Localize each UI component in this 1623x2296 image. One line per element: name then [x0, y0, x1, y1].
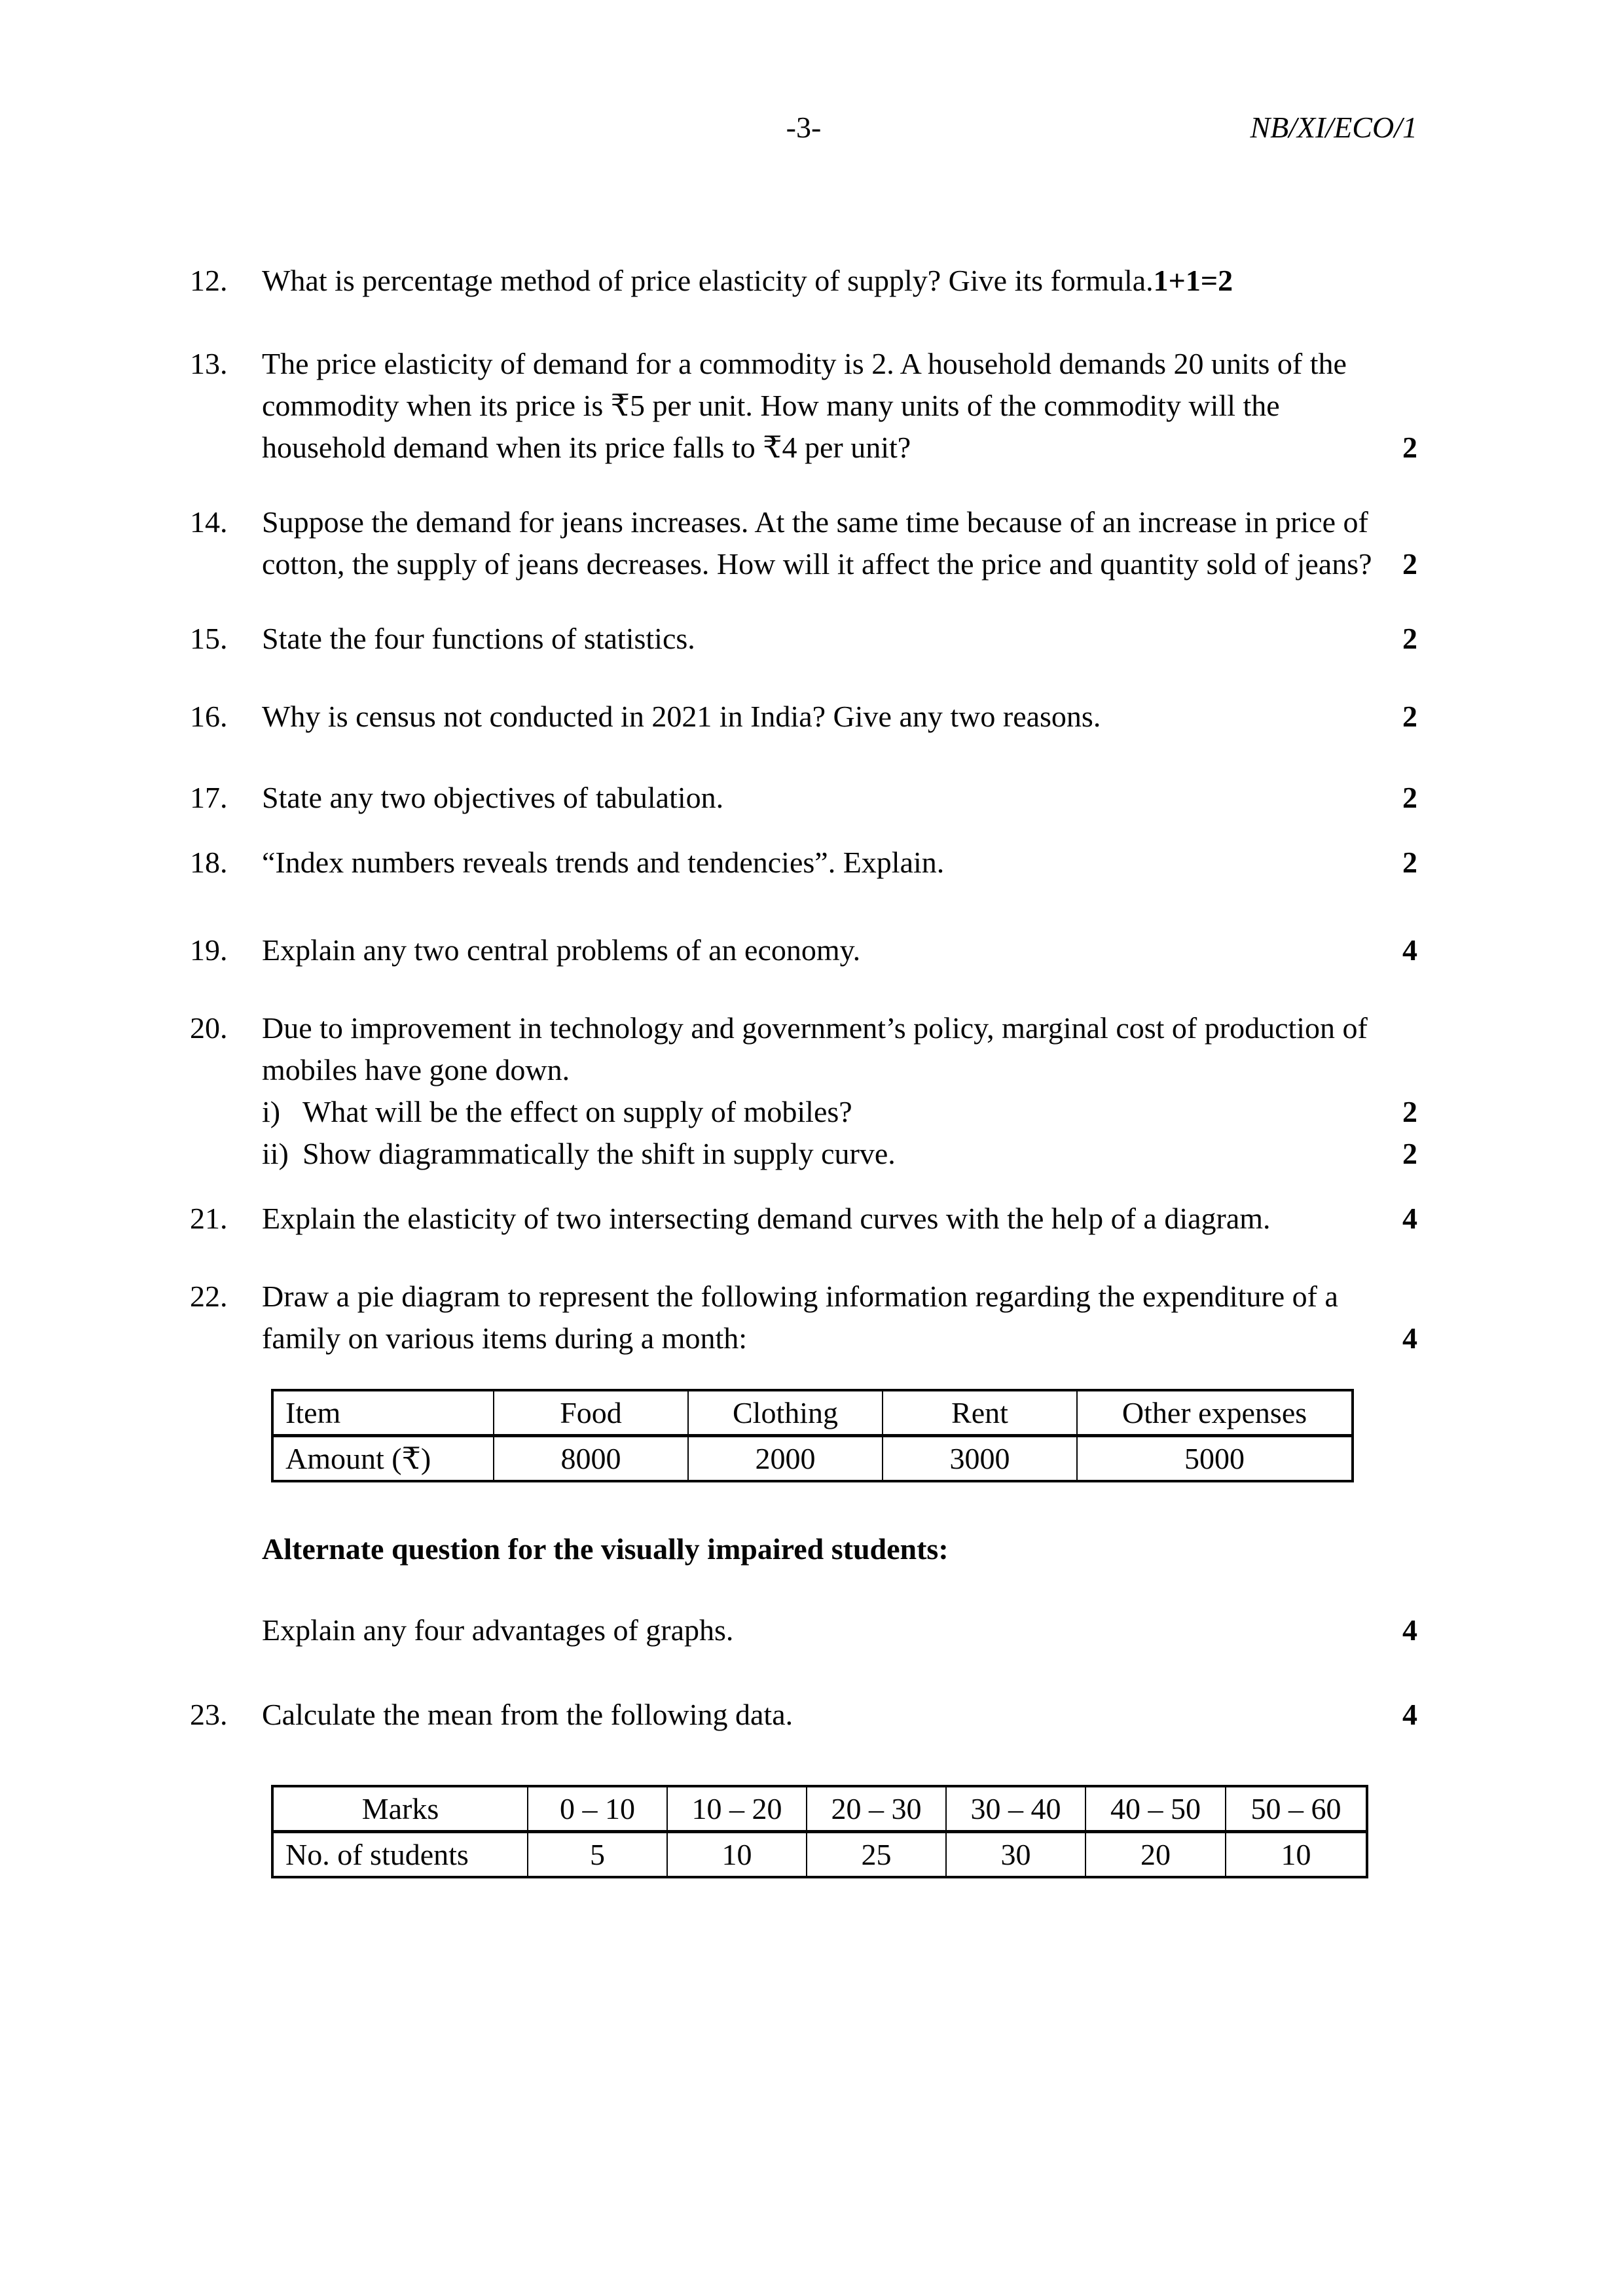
table-header-row: [272, 1786, 1367, 1832]
value-cell: 25: [807, 1832, 946, 1878]
question-13: [190, 343, 1417, 469]
row-label-cell: No. of students: [272, 1832, 528, 1878]
question-marks: 2: [1402, 622, 1417, 655]
header-cell: 40 – 50: [1085, 1786, 1226, 1832]
header-cell: Marks: [272, 1786, 528, 1832]
sub-item-text: What will be the effect on supply of mobiles?: [302, 1095, 852, 1128]
alternate-question-row: [190, 1609, 1417, 1651]
sub-item-label: i): [262, 1095, 281, 1128]
question-text: State any two objectives of tabulation.: [262, 781, 724, 814]
value-cell: 2000: [688, 1436, 883, 1482]
question-20-sub-ii: [190, 1133, 1417, 1175]
header-cell: Other expenses: [1077, 1390, 1353, 1436]
paper-code: NB/XI/ECO/1: [1250, 111, 1417, 144]
header-cell: 20 – 30: [807, 1786, 946, 1832]
value-cell: 5000: [1077, 1436, 1353, 1482]
table-row: [272, 1436, 1353, 1482]
question-marks: 2: [1402, 846, 1417, 879]
question-20-sub-i: [190, 1091, 1417, 1133]
alternate-question-heading: Alternate question for the visually impaired students:: [262, 1532, 949, 1566]
question-number: 23.: [190, 1698, 228, 1731]
header-cell: 30 – 40: [946, 1786, 1085, 1832]
question-marks: 4: [1402, 1202, 1417, 1235]
question-number: 18.: [190, 846, 228, 879]
value-cell: 10: [667, 1832, 807, 1878]
header-cell: Clothing: [688, 1390, 883, 1436]
question-number: 17.: [190, 781, 228, 814]
question-12-marks: 1+1=2: [1153, 264, 1233, 297]
page-number: -3-: [786, 111, 822, 144]
question-marks: 2: [1402, 1137, 1417, 1170]
question-number: 14.: [190, 505, 228, 539]
question-number: 19.: [190, 933, 228, 967]
question-marks: 2: [1402, 547, 1417, 581]
question-number: 13.: [190, 347, 228, 380]
header-cell: Rent: [883, 1390, 1077, 1436]
question-20: [190, 1007, 1417, 1091]
expenditure-table: [271, 1389, 1354, 1482]
question-number: 15.: [190, 622, 228, 655]
question-number: 21.: [190, 1202, 228, 1235]
marks-frequency-table: [271, 1785, 1368, 1878]
question-text: Due to improvement in technology and government’s policy, marginal cost of production of mobiles have gone down.: [262, 1011, 1368, 1086]
question-number: 16.: [190, 700, 228, 733]
question-16: [190, 696, 1417, 738]
question-marks: 4: [1402, 1698, 1417, 1731]
question-number: 20.: [190, 1011, 228, 1045]
question-marks: 4: [1402, 1613, 1417, 1647]
question-marks: 2: [1402, 1095, 1417, 1128]
question-number: 22.: [190, 1280, 228, 1313]
question-12-body: What is percentage method of price elasticity of supply? Give its formula.: [262, 264, 1154, 297]
question-text: Why is census not conducted in 2021 in India? Give any two reasons.: [262, 700, 1101, 733]
header-cell: 50 – 60: [1226, 1786, 1367, 1832]
question-15: [190, 618, 1417, 660]
table-row: [272, 1832, 1367, 1878]
question-text: The price elasticity of demand for a commodity is 2. A household demands 20 units of the commodity when its price is ₹5 per unit. How many units of the commodity will the household demand when its price falls to ₹4 per unit?: [262, 347, 1347, 464]
alternate-question-text: Explain any four advantages of graphs.: [262, 1613, 734, 1647]
question-18: [190, 842, 1417, 884]
sub-item-text: Show diagrammatically the shift in supply curve.: [302, 1137, 896, 1170]
question-marks: 4: [1402, 933, 1417, 967]
value-cell: 10: [1226, 1832, 1367, 1878]
question-text: Explain any two central problems of an economy.: [262, 933, 861, 967]
question-text: Draw a pie diagram to represent the following information regarding the expenditure of a family on various items during a month:: [262, 1280, 1338, 1355]
header-cell: 0 – 10: [528, 1786, 667, 1832]
question-number: 12.: [190, 264, 228, 297]
question-14: [190, 501, 1417, 585]
question-text: Suppose the demand for jeans increases. At the same time because of an increase in price of cotton, the supply of jeans decreases. How will it affect the price and quantity sold of jeans?: [262, 505, 1372, 581]
question-text: Calculate the mean from the following data.: [262, 1698, 793, 1731]
header-cell: Food: [494, 1390, 688, 1436]
question-marks: 2: [1402, 700, 1417, 733]
table-header-row: [272, 1390, 1353, 1436]
question-marks: 2: [1402, 781, 1417, 814]
value-cell: 8000: [494, 1436, 688, 1482]
question-text: State the four functions of statistics.: [262, 622, 695, 655]
alternate-question-heading-row: [190, 1528, 1417, 1570]
sub-item-label: ii): [262, 1137, 289, 1170]
value-cell: 5: [528, 1832, 667, 1878]
row-label-cell: Amount (₹): [272, 1436, 494, 1482]
question-text: “Index numbers reveals trends and tendencies”. Explain.: [262, 846, 945, 879]
page-header: [190, 107, 1417, 149]
value-cell: 3000: [883, 1436, 1077, 1482]
question-19: [190, 929, 1417, 971]
value-cell: 20: [1085, 1832, 1226, 1878]
question-21: [190, 1198, 1417, 1240]
question-text: [262, 260, 1233, 302]
question-marks: 4: [1402, 1321, 1417, 1355]
value-cell: 30: [946, 1832, 1085, 1878]
question-23: [190, 1694, 1417, 1736]
question-text: Explain the elasticity of two intersecting demand curves with the help of a diagram.: [262, 1202, 1271, 1235]
header-cell: Item: [272, 1390, 494, 1436]
header-cell: 10 – 20: [667, 1786, 807, 1832]
question-marks: 2: [1402, 431, 1417, 464]
question-22: [190, 1276, 1417, 1359]
question-17: [190, 777, 1417, 819]
question-12: [190, 260, 1417, 302]
